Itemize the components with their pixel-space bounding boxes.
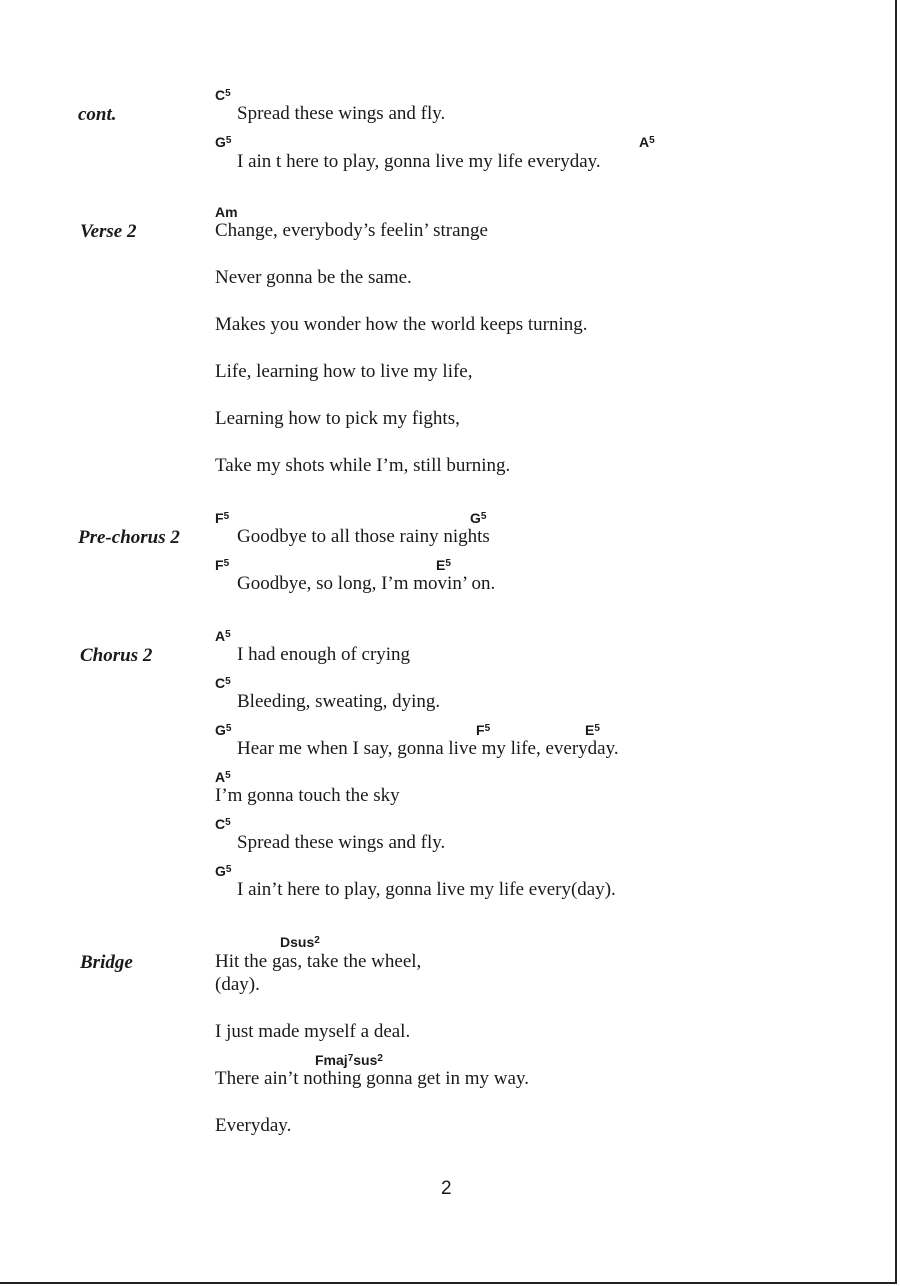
lyric-line: Take my shots while I’m, still burning. xyxy=(215,455,511,476)
lyric-line: (day). xyxy=(215,974,260,995)
lyric-line: Spread these wings and fly. xyxy=(237,832,446,853)
chord-symbol: $F^5$ xyxy=(215,510,230,526)
chord-symbol: Am xyxy=(215,204,238,220)
section-label-chorus-2: Chorus 2 xyxy=(80,645,153,666)
page-number: 2 xyxy=(441,1178,452,1199)
chord-symbol: $C^5$ xyxy=(215,675,231,691)
lyric-line: Goodbye to all those rainy nights xyxy=(237,526,490,547)
chord-symbol: $G^5$ xyxy=(470,510,487,526)
chord-symbol: Dsus$^2$ xyxy=(280,934,320,950)
chord-symbol: $C^5$ xyxy=(215,816,231,832)
section-label-bridge: Bridge xyxy=(80,952,133,973)
lyric-line: Hear me when I say, gonna live my life, everyday. xyxy=(237,738,619,759)
lyric-line: I ain’t here to play, gonna live my life every(day). xyxy=(237,879,616,900)
lyric-line: Everyday. xyxy=(215,1115,292,1136)
chord-symbol: $A^5$ xyxy=(215,769,231,785)
chord-symbol: Fmaj$^7$sus$^2$ xyxy=(315,1052,383,1068)
lyric-line: Learning how to pick my fights, xyxy=(215,408,460,429)
lyric-line: Goodbye, so long, I’m movin’ on. xyxy=(237,573,496,594)
lyric-line: There ain’t nothing gonna get in my way. xyxy=(215,1068,529,1089)
section-label-cont: cont. xyxy=(78,104,117,125)
lyric-line: Bleeding, sweating, dying. xyxy=(237,691,441,712)
lyric-line: I’m gonna touch the sky xyxy=(215,785,400,806)
lyric-line: I just made myself a deal. xyxy=(215,1021,411,1042)
chord-symbol: $G^5$ xyxy=(215,134,232,150)
chord-symbol: $A^5$ xyxy=(215,628,231,644)
chord-symbol: $F^5$ xyxy=(215,557,230,573)
chord-symbol: $G^5$ xyxy=(215,722,232,738)
chord-symbol: $F^5$ xyxy=(476,722,491,738)
lyric-line: I ain t here to play, gonna live my life everyday. xyxy=(237,151,601,172)
lyric-line: Never gonna be the same. xyxy=(215,267,412,288)
lyric-line: Makes you wonder how the world keeps turning. xyxy=(215,314,588,335)
chord-symbol: $A^5$ xyxy=(639,134,655,150)
section-label-pre-chorus-2: Pre-chorus 2 xyxy=(78,527,180,548)
chord-symbol: $E^5$ xyxy=(585,722,600,738)
lyric-line: Hit the gas, take the wheel, xyxy=(215,951,422,972)
chord-symbol: $G^5$ xyxy=(215,863,232,879)
lyric-line: I had enough of crying xyxy=(237,644,411,665)
section-label-verse-2: Verse 2 xyxy=(80,221,137,242)
lyric-line: Spread these wings and fly. xyxy=(237,103,446,124)
chord-symbol: $E^5$ xyxy=(436,557,451,573)
lyric-line: Life, learning how to live my life, xyxy=(215,361,473,382)
lyric-line: Change, everybody’s feelin’ strange xyxy=(215,220,488,241)
chord-symbol: $C^5$ xyxy=(215,87,231,103)
